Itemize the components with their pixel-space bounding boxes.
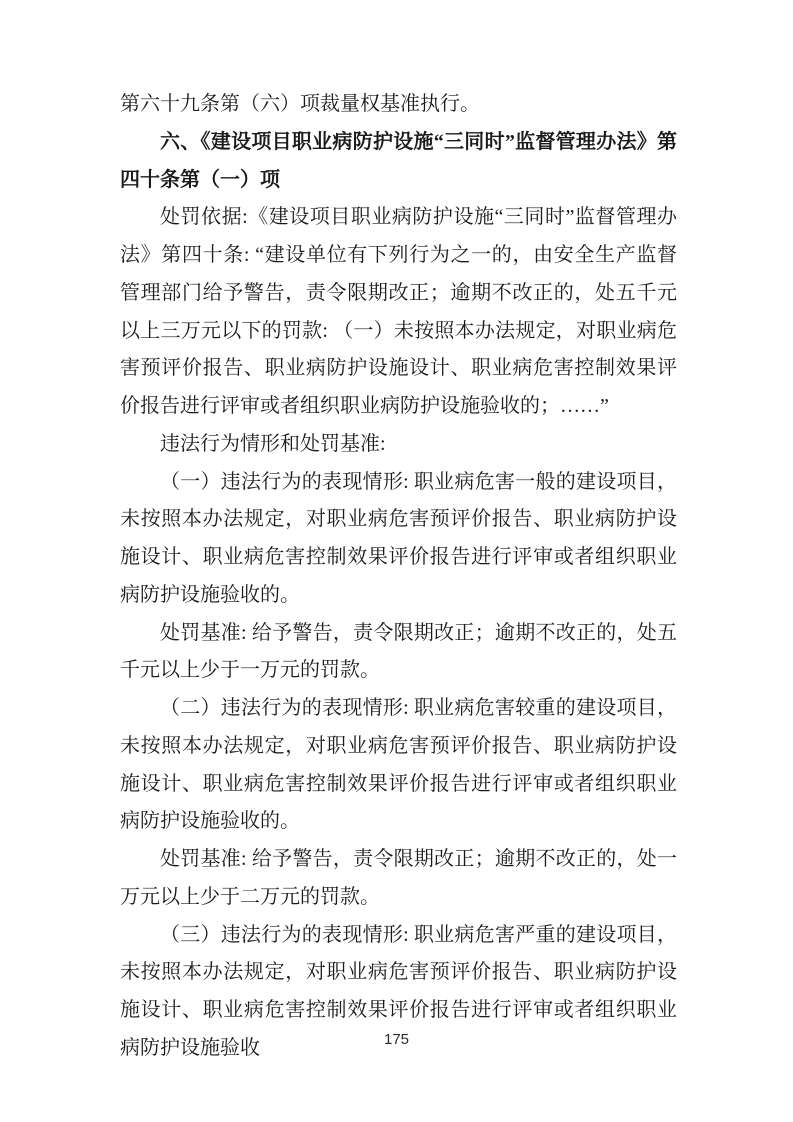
paragraph: 违法行为情形和处罚基准: [160,432,386,455]
paragraph: （一）违法行为的表现情形: 职业病危害一般的建设项目，未按照本办法规定，对职业病危害预评价报告、职业病防护设施设计、职业病危害控制效果评价报告进行评审或者组织职业病防护设施验收的。 [120,470,677,606]
page-number: 175 [383,1031,410,1048]
page-footer [0,1031,793,1048]
paragraph: 处罚依据:《建设项目职业病防护设施“三同时”监督管理办法》第四十条: “建设单位有下列行为之一的，由安全生产监督管理部门给予警告，责令限期改正；逾期不改正的，处五千元以上三万元以下的罚款: （一）未按照本办法规定，对职业病危害预评价报告、职业病防护设施设计、职业病危害控制效果评价报告进行评审或者组织职业病防护设施验收的；……” [120,206,677,417]
document-body [120,86,677,1068]
paragraph: 处罚基准: 给予警告，责令限期改正；逾期不改正的，处五千元以上少于一万元的罚款。 [120,621,677,682]
paragraph: 第六十九条第（六）项裁量权基准执行。 [120,93,480,115]
section-heading: 六、《建设项目职业病防护设施“三同时”监督管理办法》第四十条第（一）项 [120,130,677,191]
paragraph: 处罚基准: 给予警告，责令限期改正；逾期不改正的，处一万元以上少于二万元的罚款。 [120,848,677,908]
paragraph: （二）违法行为的表现情形: 职业病危害较重的建设项目，未按照本办法规定，对职业病危害预评价报告、职业病防护设施设计、职业病危害控制效果评价报告进行评审或者组织职业病防护设施验收的。 [120,697,677,833]
paragraph: （三）违法行为的表现情形: 职业病危害严重的建设项目，未按照本办法规定，对职业病危害预评价报告、职业病防护设施设计、职业病危害控制效果评价报告进行评审或者组织职业病防护设施验收 [120,923,677,1059]
